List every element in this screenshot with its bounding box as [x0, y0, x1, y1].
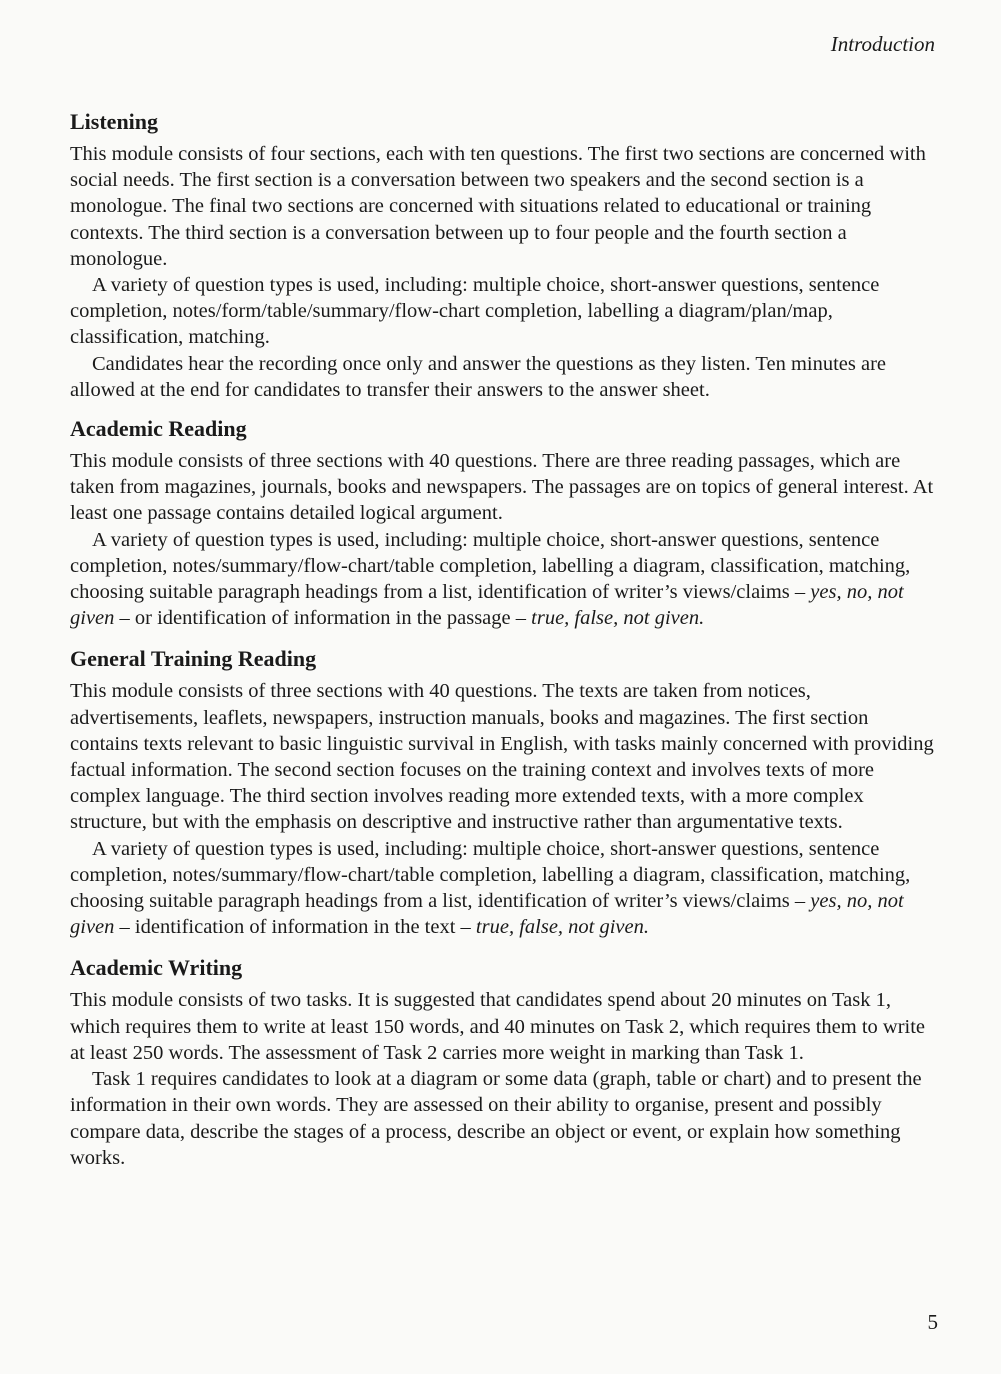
paragraph: This module consists of three sections with 40 questions. There are three reading passages, which are taken from magazines, journals, books and newspapers. The passages are on topics of general interest. At least one passage contains detailed logical argument.	[70, 450, 934, 525]
italic-text: true, false, not given.	[531, 607, 705, 630]
section-heading: Academic Reading	[70, 416, 247, 442]
paragraph: This module consists of four sections, each with ten questions. The first two sections are concerned with social needs. The first section is a conversation between two speakers and the second section is a monologue. The final two sections are concerned with situations related to educational or training contexts. The third section is a conversation between up to four people and the fourth section a monologue.	[70, 143, 926, 270]
section-listening	[70, 108, 938, 403]
paragraph: This module consists of three sections with 40 questions. The texts are taken from notices, advertisements, leaflets, newspapers, instruction manuals, books and magazines. The first section contains texts relevant to basic linguistic survival in English, with tasks mainly concerned with providing factual information. The second section focuses on the training context and involves texts of more complex language. The third section involves reading more extended texts, with a more complex structure, but with the emphasis on descriptive and instructive rather than argumentative texts.	[70, 680, 934, 834]
paragraph: Candidates hear the recording once only and answer the questions as they listen. Ten minutes are allowed at the end for candidates to transfer their answers to the answer sheet.	[70, 352, 887, 401]
text-run: A variety of question types is used, including: multiple choice, short-answer questions, sentence completion, notes/summary/flow-chart/table completion, labelling a diagram, classification, matching, choosing suitable paragraph headings from a list, identification of writer’s views/claims –	[70, 528, 911, 604]
section-general-training-reading	[70, 645, 938, 940]
section-academic-writing	[70, 954, 938, 1170]
section-heading: Academic Writing	[70, 955, 243, 981]
text-run: A variety of question types is used, including: multiple choice, short-answer questions, sentence completion, notes/summary/flow-chart/table completion, labelling a diagram, classification, matching, choosing suitable paragraph headings from a list, identification of writer’s views/claims –	[70, 837, 911, 913]
italic-text: true, false, not given.	[475, 916, 650, 939]
paragraph	[70, 836, 938, 941]
paragraph	[70, 527, 938, 632]
text-run: – identification of information in the text –	[114, 916, 476, 939]
running-head: Introduction	[830, 32, 935, 56]
italic-text: yes, no, not given	[70, 581, 904, 630]
paragraph: A variety of question types is used, including: multiple choice, short-answer questions, sentence completion, notes/form/table/summary/flow-chart completion, labelling a diagram/plan/map, classification, matching.	[70, 274, 880, 349]
section-heading: General Training Reading	[70, 646, 317, 672]
italic-text: yes, no, not given	[70, 890, 904, 939]
paragraph: Task 1 requires candidates to look at a diagram or some data (graph, table or chart) and to present the information in their own words. They are assessed on their ability to organise, present and possibly compare data, describe the stages of a process, describe an object or event, or explain how something works.	[70, 1068, 922, 1169]
text-run: – or identification of information in the passage –	[114, 607, 532, 630]
section-heading: Listening	[70, 109, 159, 134]
paragraph: This module consists of two tasks. It is suggested that candidates spend about 20 minutes on Task 1, which requires them to write at least 150 words, and 40 minutes on Task 2, which requires them to write at least 250 words. The assessment of Task 2 carries more weight in marking than Task 1.	[70, 989, 926, 1064]
page-number: 5	[927, 1310, 938, 1334]
section-academic-reading	[70, 415, 938, 631]
page-content	[70, 108, 938, 1171]
